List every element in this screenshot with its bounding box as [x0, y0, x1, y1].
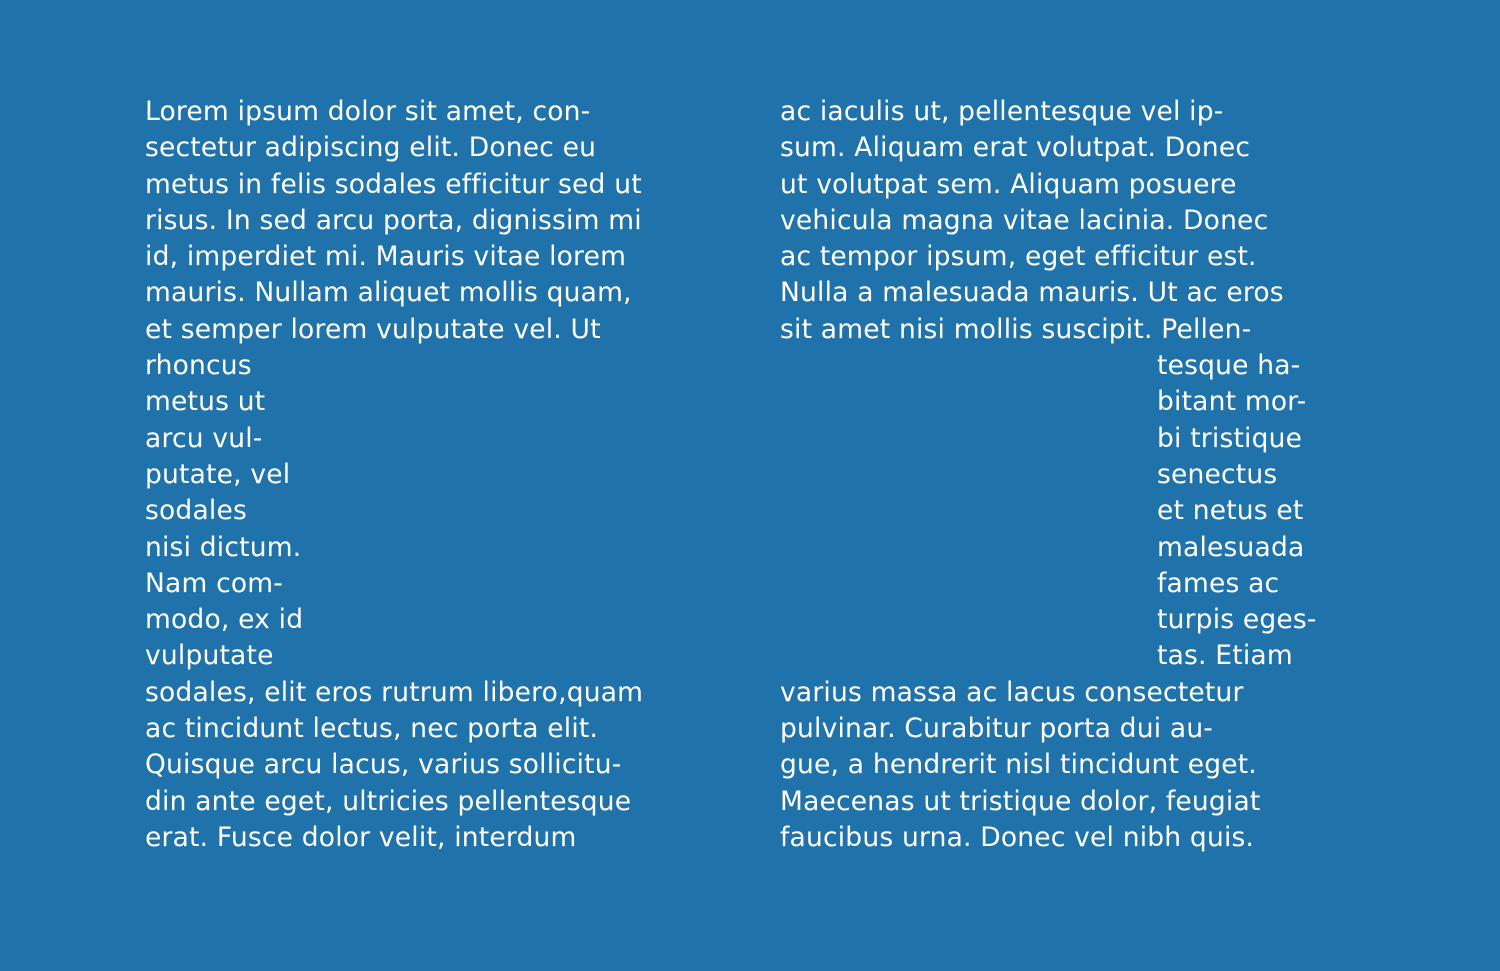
- text-line: Quisque arcu lacus, varius sollicitu-: [145, 749, 622, 781]
- text-line: metus in felis sodales efficitur sed ut: [145, 168, 642, 200]
- text-line: sum. Aliquam erat volutpat. Donec: [780, 132, 1251, 164]
- text-line: sodales, elit eros rutrum libero,quam: [145, 676, 644, 708]
- text-line: metus ut: [145, 386, 266, 418]
- text-line: ac tincidunt lectus, nec porta elit.: [145, 713, 599, 745]
- text-column-right: [780, 94, 1317, 856]
- text-line: Lorem ipsum dolor sit amet, con-: [145, 96, 591, 127]
- text-line: ac tempor ipsum, eget efficitur est.: [780, 241, 1257, 273]
- text-column-left: [145, 94, 643, 856]
- text-line: din ante eget, ultricies pellentesque: [145, 785, 632, 817]
- text-line: sit amet nisi mollis suscipit. Pellen-: [780, 313, 1252, 345]
- text-line: Nam com-: [145, 567, 284, 599]
- text-line: arcu vul-: [145, 422, 263, 454]
- text-line: mauris. Nullam aliquet mollis quam,: [145, 277, 632, 309]
- text-line: id, imperdiet mi. Mauris vitae lorem: [145, 241, 627, 273]
- text-line: varius massa ac lacus consectetur: [780, 676, 1244, 708]
- text-line: malesuada: [1157, 531, 1305, 563]
- text-line: ut volutpat sem. Aliquam posuere: [780, 168, 1237, 200]
- text-line: Nulla a malesuada mauris. Ut ac eros: [780, 277, 1284, 309]
- text-line: nisi dictum.: [145, 531, 302, 563]
- text-line: sectetur adipiscing elit. Donec eu: [145, 132, 597, 164]
- text-line: sodales: [145, 495, 247, 527]
- text-line: vulputate: [145, 640, 274, 672]
- text-line: tesque ha-: [1157, 350, 1301, 382]
- text-line: rhoncus: [145, 350, 252, 382]
- text-line: modo, ex id: [145, 604, 304, 636]
- text-line: putate, vel: [145, 458, 291, 490]
- text-line: ac iaculis ut, pellentesque vel ip-: [780, 96, 1224, 127]
- text-line: pulvinar. Curabitur porta dui au-: [780, 713, 1214, 745]
- text-line: et netus et: [1157, 495, 1304, 527]
- text-line: vehicula magna vitae lacinia. Donec: [780, 204, 1269, 236]
- text-line: bitant mor-: [1157, 386, 1307, 418]
- text-line: turpis eges-: [1157, 604, 1317, 636]
- text-line: senectus: [1157, 458, 1278, 490]
- text-line: et semper lorem vulputate vel. Ut: [145, 313, 601, 345]
- text-line: erat. Fusce dolor velit, interdum: [145, 821, 577, 853]
- text-line: risus. In sed arcu porta, dignissim mi: [145, 204, 642, 236]
- text-line: bi tristique: [1157, 422, 1303, 454]
- text-line: Maecenas ut tristique dolor, feugiat: [780, 785, 1261, 817]
- text-line: tas. Etiam: [1157, 640, 1293, 672]
- text-line: gue, a hendrerit nisl tincidunt eget.: [780, 749, 1257, 781]
- text-line: faucibus urna. Donec vel nibh quis.: [780, 821, 1255, 853]
- text-line: fames ac: [1157, 567, 1280, 599]
